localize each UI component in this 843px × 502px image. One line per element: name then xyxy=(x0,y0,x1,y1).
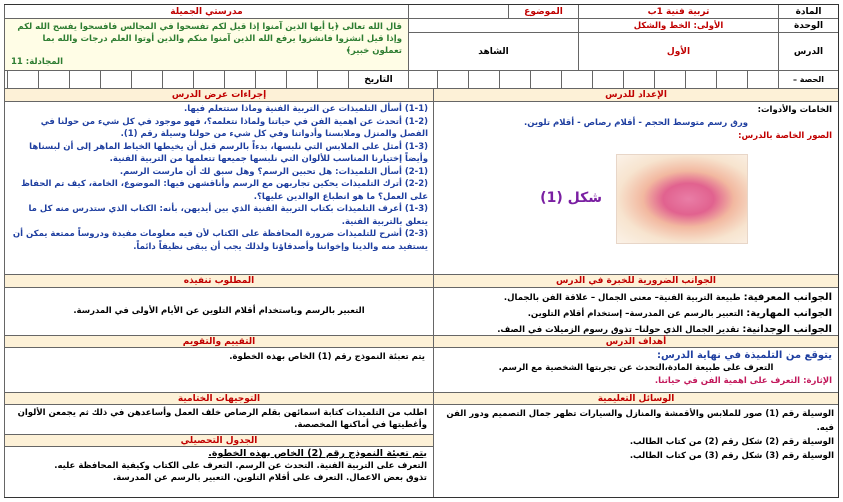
required-text: التعبير بالرسم وباستخدام أقلام التلوين عن الأيام الأولى في المدرسة. xyxy=(73,306,365,316)
figure-label: شكل (1) xyxy=(540,190,602,206)
cognitive-label: الجوانب المعرفية: xyxy=(743,292,832,303)
procedures-box xyxy=(4,102,433,275)
unit-label: الوحدة xyxy=(778,19,838,33)
achievement-line: تذوق بعض الاعمال. التعرف على أقلام التلوين. التعبير بالرسم عن المدرسة. xyxy=(112,473,427,483)
school-name: مدرستي الجميلة xyxy=(4,5,408,19)
motivation-label: الإثارة: xyxy=(803,376,832,386)
period-grid xyxy=(408,71,778,89)
procedure-step: (2-1) أسأل التلميذات: هل تحبين الرسم؟ وهل سبق لك أن مارست الرسم. xyxy=(119,166,428,177)
achievement-line: التعرف على التربية الفنية. التحدث عن الرسم. التعرف على الكتاب وكيفية المحافظة عليه. xyxy=(54,461,427,471)
aids-box xyxy=(433,405,838,497)
procedure-step: (1-3) أعرف التلميذات بكتاب التربية الفنية الذي بين أيديهن، بأنه: الكتاب الذي ستدرس منه كل ما يتعلق بالتربية الفنية. xyxy=(28,204,428,227)
aids-title: الوسائل التعليمية xyxy=(433,393,838,405)
required-box xyxy=(4,288,433,336)
procedures-title: إجراءات عرض الدرس xyxy=(4,89,433,102)
procedure-step: (1-3) أمثل على الملابس التي نلبسها، بدءاً بالرسم قبل أن يخيطها الخياط الماهر إلى أن لبسناها وأيضاً إختيارنا المناسب للألوان التي نلبسها جميعها تتعلمها من التربية الفنية. xyxy=(29,141,428,164)
lesson-plan-sheet xyxy=(4,4,839,498)
motivation-text: التعرف على اهمية الفن في حياتنا. xyxy=(654,376,801,386)
closing-title: التوجيهات الختامية xyxy=(4,393,433,405)
experience-title: الجوانب الضرورية للخبرة في الدرس xyxy=(433,275,838,288)
closing-text: اطلب من التلميذات كتابة اسمائهن بقلم الرصاص خلف العمل وأساعدهن في ذلك ثم يجمعن الألوان وأغطيتها في أماكنها المخصصة. xyxy=(17,408,427,430)
materials-title: الخامات والأدوات: xyxy=(757,105,832,115)
achievement-head: يتم تعبئة النموذج رقم (2) الخاص بهذه الخطوة. xyxy=(208,448,427,459)
topic-label: الموضوع xyxy=(508,5,578,19)
quran-verse-box xyxy=(4,19,408,71)
skill-label: الجوانب المهارية: xyxy=(746,308,832,319)
prep-box xyxy=(433,102,838,275)
procedure-step: (1-2) أتحدث عن اهمية الفن في حياتنا ولماذا نتعلمه؟، فهو موجود في كل شيء من حولنا في الفصل والمنزل وملابسنا وأدواتنا وفي كل شيء من حولنا وسيلة رقم (1). xyxy=(40,116,428,139)
emotional-label: الجوانب الوجدانية: xyxy=(742,324,832,335)
procedure-step: (1-1) أسأل التلميذات عن التربية الفنية وماذا ستتعلم فيها. xyxy=(184,104,428,114)
unit-extra xyxy=(408,19,578,33)
quran-verse-ref: المجادلة: 11 xyxy=(11,57,64,67)
assessment-text: يتم تعبئة النموذج رقم (1) الخاص بهذه الخطوة. xyxy=(229,352,425,362)
achievement-box xyxy=(4,447,433,497)
achievement-title: الجدول التحصيلي xyxy=(4,435,433,447)
subject-label: المادة xyxy=(778,5,838,19)
lesson-value: الأول xyxy=(578,33,778,71)
assessment-title: التقييم والتقويم xyxy=(4,336,433,348)
goals-title: أهداف الدرس xyxy=(433,336,838,348)
goals-box xyxy=(433,348,838,393)
goals-intro: يتوقع من التلميذة في نهاية الدرس: xyxy=(656,350,832,361)
lesson-photo xyxy=(616,154,748,244)
date-label: التاريخ xyxy=(348,71,408,89)
subject-value: تربية فنية 1ب xyxy=(578,5,778,19)
emotional-text: تقدير الجمال الذي حولنا– تذوق رسوم الزميلات في الصف. xyxy=(497,325,740,335)
experience-box xyxy=(433,288,838,336)
period-label: الحصة – xyxy=(778,71,838,89)
images-title: الصور الخاصة بالدرس: xyxy=(738,131,832,141)
assessment-box xyxy=(4,348,433,393)
procedure-step: (2-3) أشرح للتلميذات ضرورة المحافظة على الكتاب لأن فيه معلومات مفيدة ودروساً ممتعة يمكن أن يستفيد منه والدينا وإخواننا وأصدقاؤنا ولذلك يجب أن يبقى نظيفاً دائماً. xyxy=(12,229,428,252)
quran-verse: قال الله تعالى ﴿يا أيها الذين آمنوا إذا قيل لكم تفسحوا في المجالس فافسحوا يفسح الله لكم وإذا قيل انشزوا فانشزوا يرفع الله الذين آمنوا منكم والذين أوتوا العلم درجات والله بما تعملون خبير﴾ xyxy=(17,22,402,56)
evidence-label: الشاهد xyxy=(408,33,578,71)
lesson-label: الدرس xyxy=(778,33,838,71)
closing-box xyxy=(4,405,433,435)
aid-item-1: الوسيلة رقم (1) صور للملابس والأقمشة والمنازل والسيارات تظهر جمال التصميم ودور الفن فيه. xyxy=(446,409,834,433)
required-title: المطلوب تنفيذه xyxy=(4,275,433,288)
materials-text: ورق رسم متوسط الحجم - أقلام رصاص - أقلام تلوين. xyxy=(523,118,749,128)
topic-value xyxy=(408,5,508,19)
prep-title: الإعداد للدرس xyxy=(433,89,838,102)
unit-value: الأولى: الخط والشكل xyxy=(578,19,778,33)
aid-item-3: الوسيلة رقم (3) شكل رقم (3) من كتاب الطالب. xyxy=(629,451,834,461)
date-grid xyxy=(4,71,348,89)
skill-text: التعبير بالرسم عن المدرسة– إستخدام أقلام التلوين. xyxy=(527,309,744,319)
cognitive-text: طبيعة التربية الفنية– معنى الجمال – علاقة الفن بالجمال. xyxy=(503,293,741,303)
aid-item-2: الوسيلة رقم (2) شكل رقم (2) من كتاب الطالب. xyxy=(629,437,834,447)
procedure-step: (2-2) أترك التلميذات يحكين تجاربهن مع الرسم وأناقشهن فيها: الموضوع، الخامة، كيف تم الحفاظ على العمل؟ ما هو انطباع الوالدين عليها؟. xyxy=(21,179,428,202)
goals-text: التعرف على طبيعة المادة،التحدث عن تجربتها الشخصية مع الرسم. xyxy=(498,363,774,373)
